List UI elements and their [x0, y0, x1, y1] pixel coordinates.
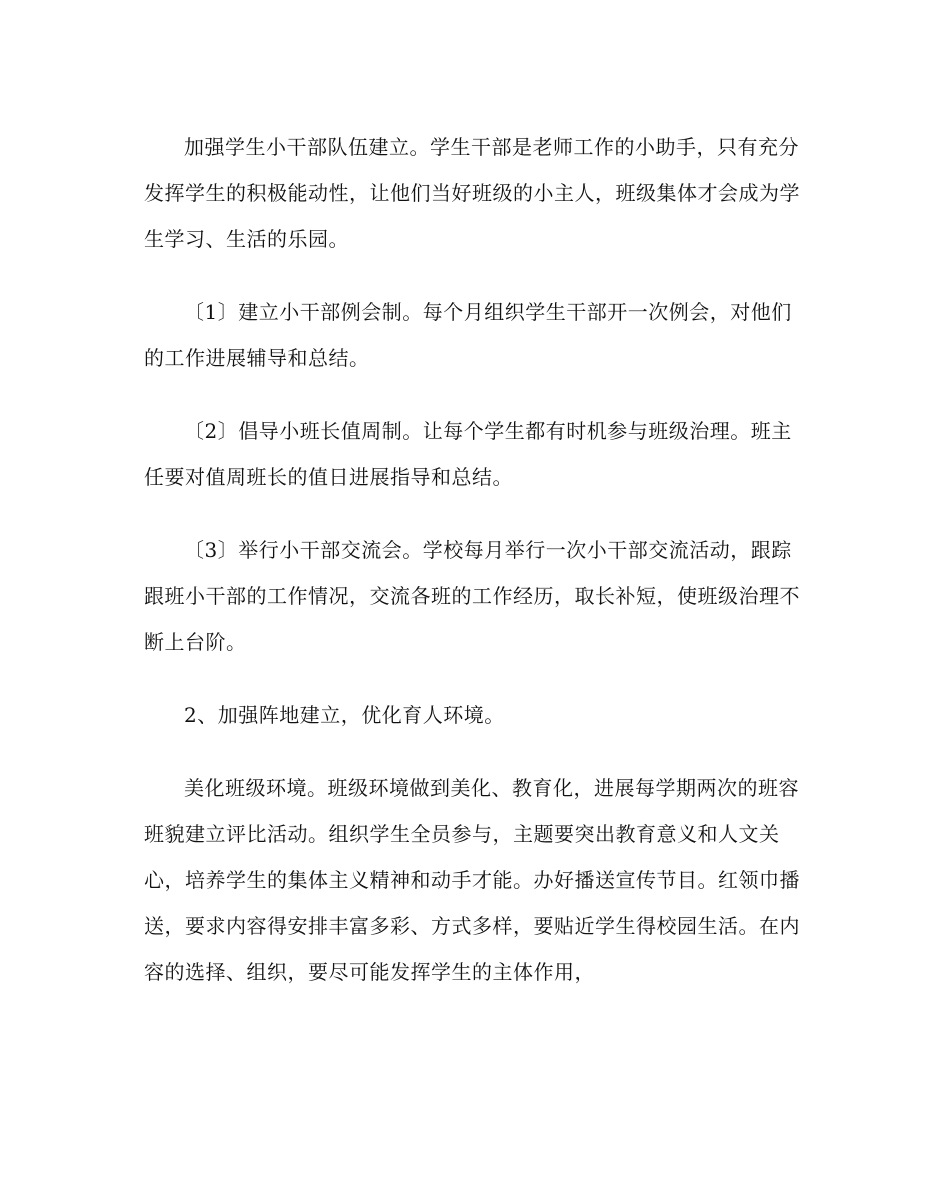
paragraph-section-2: 2、加强阵地建立，优化育人环境。 — [184, 703, 505, 727]
paragraph-cadre-team: 加强学生小干部队伍建立。学生干部是老师工作的小助手，只有充分发挥学生的积极能动性，让他们当好班级的小主人，班级集体才会成为学生学习、生活的乐园。 — [144, 135, 800, 251]
paragraph-item-3: 〔3〕举行小干部交流会。学校每月举行一次小干部交流活动，跟踪跟班小干部的工作情况，交流各班的工作经历，取长补短，使班级治理不断上台阶。 — [144, 538, 800, 654]
paragraph-environment: 美化班级环境。班级环境做到美化、教育化，进展每学期两次的班容班貌建立评比活动。组织学生全员参与，主题要突出教育意义和人文关心，培养学生的集体主义精神和动手才能。办好播送宣传节目。红领巾播送，要求内容得安排丰富多彩、方式多样，要贴近学生得校园生活。在内容的选择、组织，要尽可能发挥学生的主体作用， — [144, 776, 800, 984]
paragraph-item-1: 〔1〕建立小干部例会制。每个月组织学生干部开一次例会，对他们的工作进展辅导和总结。 — [144, 300, 792, 370]
document-body — [144, 124, 810, 1022]
paragraph-item-2: 〔2〕倡导小班长值周制。让每个学生都有时机参与班级治理。班主任要对值周班长的值日进展指导和总结。 — [144, 419, 792, 489]
